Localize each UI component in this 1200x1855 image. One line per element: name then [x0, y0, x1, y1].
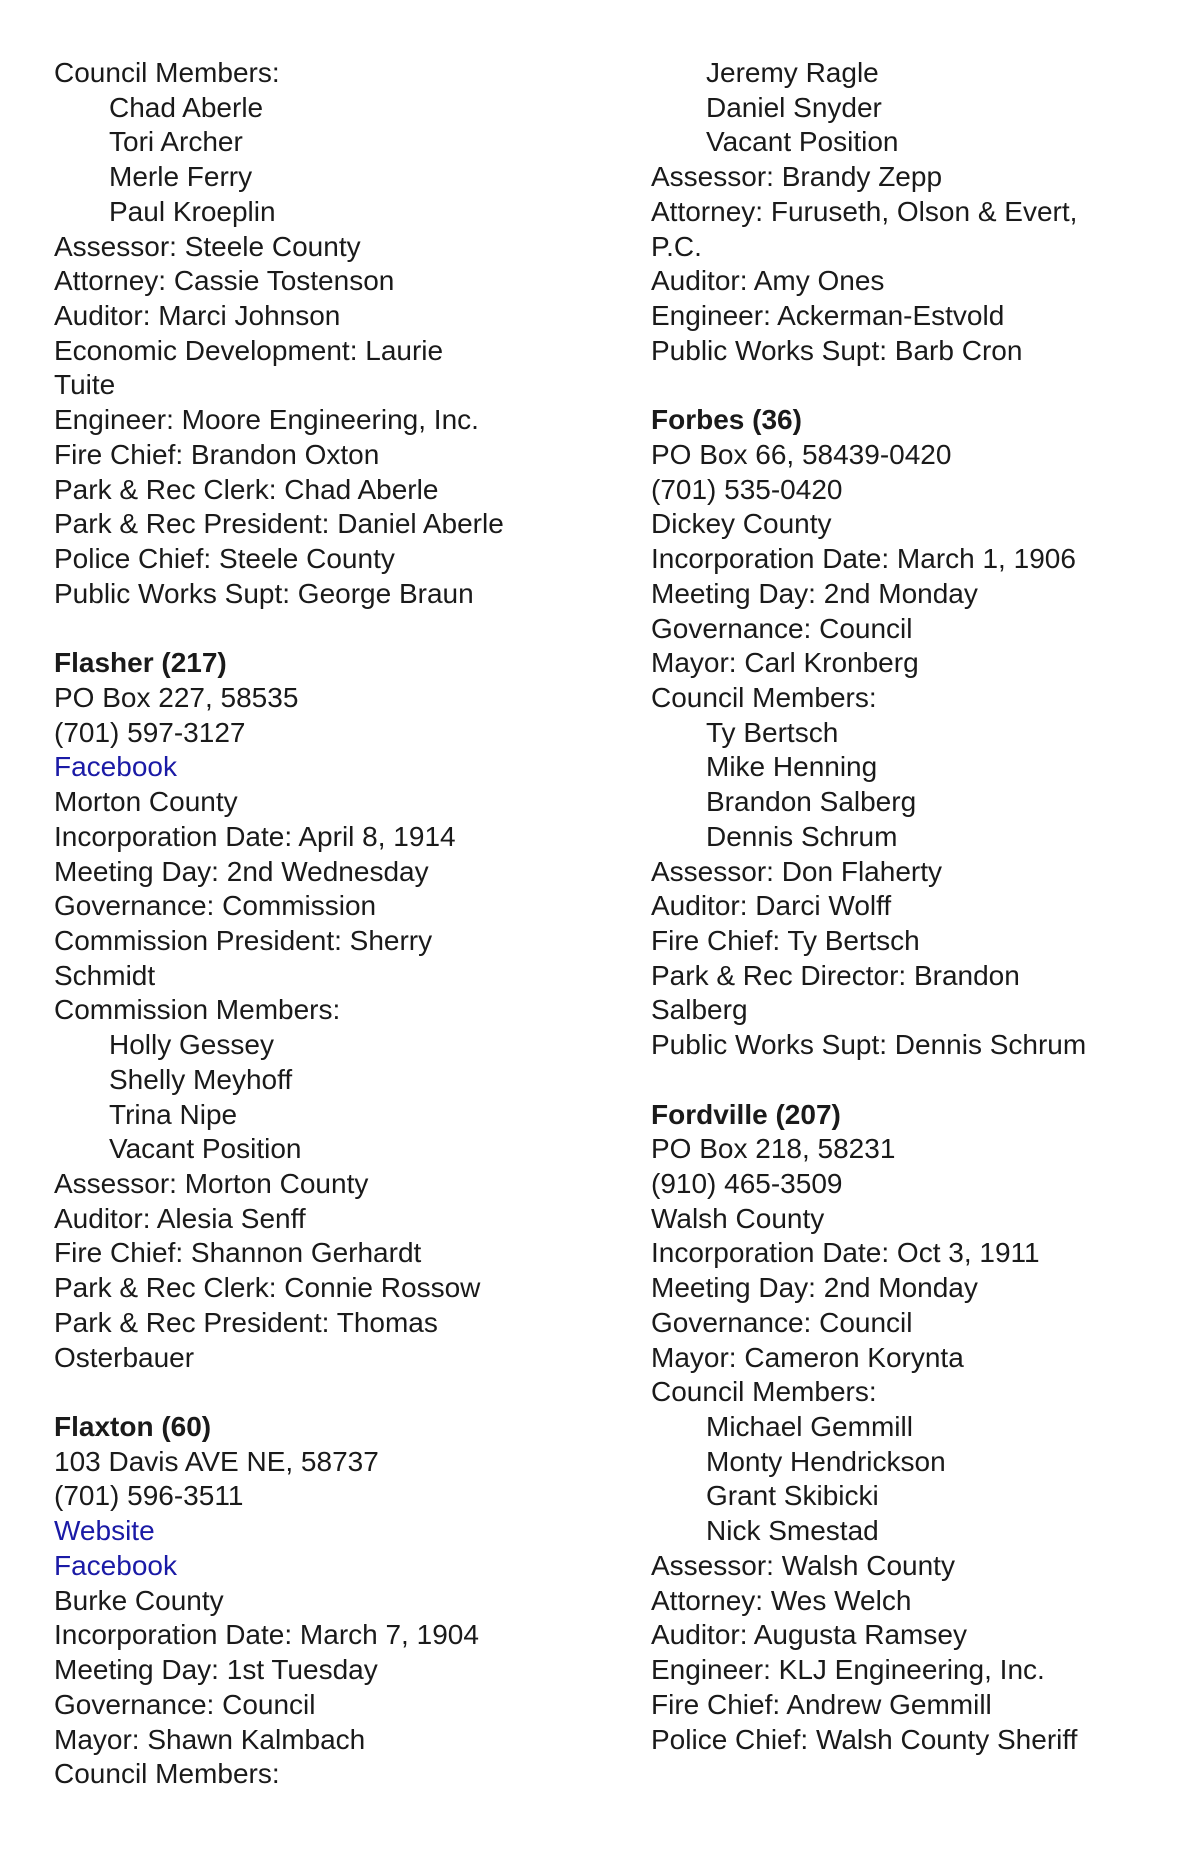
- spacer: [651, 368, 1171, 403]
- member-name: Jeremy Ragle: [706, 57, 879, 88]
- member-name: Merle Ferry: [109, 161, 253, 193]
- text-line: Incorporation Date: April 8, 1914: [54, 820, 456, 852]
- text-line: Auditor: Darci Wolff: [651, 890, 892, 922]
- text-line: Attorney: Furuseth, Olson & Evert,: [651, 195, 1078, 227]
- text-line: Park & Rec Director: Brandon: [651, 959, 1020, 991]
- member-name: Daniel Snyder: [706, 91, 882, 123]
- member-name: Paul Kroeplin: [109, 195, 276, 227]
- text-line: Park & Rec Clerk: Chad Aberle: [54, 473, 439, 505]
- member-name: Tori Archer: [109, 126, 243, 158]
- left-column: [54, 56, 614, 1792]
- text-line: Meeting Day: 2nd Monday: [651, 577, 978, 609]
- text-line: Osterbauer: [54, 1341, 195, 1373]
- text-line: Meeting Day: 2nd Monday: [651, 1272, 978, 1304]
- text-line: Police Chief: Steele County: [54, 543, 395, 575]
- text-line: Engineer: Ackerman-Estvold: [651, 300, 1005, 332]
- text-line: Park & Rec President: Thomas: [54, 1306, 438, 1338]
- text-line: (701) 535-0420: [651, 473, 843, 505]
- member-name: Trina Nipe: [109, 1098, 238, 1130]
- text-line: Park & Rec President: Daniel Aberle: [54, 508, 504, 540]
- text-line: Salberg: [651, 994, 748, 1026]
- text-line: Park & Rec Clerk: Connie Rossow: [54, 1272, 481, 1304]
- text-line: PO Box 66, 58439-0420: [651, 438, 952, 470]
- text-line: PO Box 227, 58535: [54, 681, 299, 713]
- text-line: Auditor: Augusta Ramsey: [651, 1619, 967, 1651]
- member-name: Vacant Position: [109, 1133, 302, 1165]
- text-line: Assessor: Brandy Zepp: [651, 161, 943, 193]
- text-line: Attorney: Wes Welch: [651, 1584, 912, 1616]
- right-column: [651, 56, 1171, 1757]
- text-line: Engineer: KLJ Engineering, Inc.: [651, 1654, 1045, 1686]
- website-link[interactable]: Website: [54, 1515, 155, 1547]
- member-name: Brandon Salberg: [706, 786, 917, 818]
- text-line: Assessor: Steele County: [54, 230, 361, 262]
- text-line: Burke County: [54, 1584, 224, 1616]
- text-line: Assessor: Don Flaherty: [651, 855, 942, 887]
- member-name: Ty Bertsch: [706, 716, 839, 748]
- text-line: Meeting Day: 2nd Wednesday: [54, 855, 429, 887]
- text-line: (701) 597-3127: [54, 716, 246, 748]
- spacer: [651, 1063, 1171, 1098]
- text-line: Auditor: Amy Ones: [651, 265, 885, 297]
- text-line: Governance: Council: [651, 1306, 913, 1338]
- text-line: Police Chief: Walsh County Sheriff: [651, 1723, 1078, 1755]
- member-name: Michael Gemmill: [706, 1411, 913, 1443]
- text-line: Mayor: Carl Kronberg: [651, 647, 919, 679]
- member-name: Mike Henning: [706, 751, 878, 783]
- text-line: Fire Chief: Brandon Oxton: [54, 438, 380, 470]
- text-line: P.C.: [651, 230, 702, 262]
- text-line: Governance: Council: [651, 612, 913, 644]
- text-line: Commission Members:: [54, 994, 341, 1026]
- member-name: Dennis Schrum: [706, 820, 898, 852]
- text-line: Fire Chief: Ty Bertsch: [651, 924, 920, 956]
- city-heading: Flaxton (60): [54, 1411, 212, 1443]
- text-line: Assessor: Walsh County: [651, 1549, 955, 1581]
- text-line: Mayor: Shawn Kalmbach: [54, 1723, 366, 1755]
- text-line: Incorporation Date: March 7, 1904: [54, 1619, 479, 1651]
- text-line: Public Works Supt: George Braun: [54, 577, 474, 609]
- text-line: Tuite: [54, 369, 116, 401]
- text-line: Morton County: [54, 786, 238, 818]
- text-line: Engineer: Moore Engineering, Inc.: [54, 404, 479, 436]
- text-line: Fire Chief: Andrew Gemmill: [651, 1688, 992, 1720]
- member-name: Monty Hendrickson: [706, 1445, 946, 1477]
- text-line: Attorney: Cassie Tostenson: [54, 265, 395, 297]
- text-line: Council Members:: [651, 1376, 877, 1408]
- text-line: Governance: Commission: [54, 890, 377, 922]
- text-line: Council Members:: [54, 1758, 280, 1790]
- text-line: Schmidt: [54, 959, 156, 991]
- facebook-link[interactable]: Facebook: [54, 751, 177, 783]
- text-line: Fire Chief: Shannon Gerhardt: [54, 1237, 422, 1269]
- text-line: Incorporation Date: March 1, 1906: [651, 543, 1076, 575]
- member-name: Grant Skibicki: [706, 1480, 879, 1512]
- text-line: Auditor: Alesia Senff: [54, 1202, 306, 1234]
- city-heading: Fordville (207): [651, 1098, 841, 1130]
- text-line: Governance: Council: [54, 1688, 316, 1720]
- member-name: Holly Gessey: [109, 1029, 274, 1061]
- text-line: 103 Davis AVE NE, 58737: [54, 1445, 379, 1477]
- text-line: Council Members:: [54, 57, 280, 88]
- text-line: (910) 465-3509: [651, 1168, 843, 1199]
- text-line: Auditor: Marci Johnson: [54, 300, 341, 332]
- city-heading: Forbes (36): [651, 404, 802, 436]
- member-name: Shelly Meyhoff: [109, 1063, 293, 1095]
- text-line: Economic Development: Laurie: [54, 334, 444, 366]
- member-name: Vacant Position: [706, 126, 899, 158]
- text-line: Dickey County: [651, 508, 832, 540]
- text-line: Walsh County: [651, 1202, 825, 1234]
- text-line: Mayor: Cameron Korynta: [651, 1341, 964, 1373]
- member-name: Chad Aberle: [109, 91, 264, 123]
- facebook-link[interactable]: Facebook: [54, 1549, 177, 1581]
- text-line: Public Works Supt: Barb Cron: [651, 334, 1023, 366]
- city-heading: Flasher (217): [54, 647, 227, 679]
- text-line: Meeting Day: 1st Tuesday: [54, 1654, 378, 1686]
- text-line: Council Members:: [651, 681, 877, 713]
- text-line: Assessor: Morton County: [54, 1168, 369, 1199]
- text-line: Public Works Supt: Dennis Schrum: [651, 1029, 1087, 1061]
- text-line: (701) 596-3511: [54, 1480, 244, 1512]
- member-name: Nick Smestad: [706, 1515, 879, 1547]
- text-line: Incorporation Date: Oct 3, 1911: [651, 1237, 1040, 1269]
- spacer: [54, 1375, 614, 1410]
- text-line: Commission President: Sherry: [54, 924, 433, 956]
- text-line: PO Box 218, 58231: [651, 1133, 896, 1165]
- spacer: [54, 612, 614, 647]
